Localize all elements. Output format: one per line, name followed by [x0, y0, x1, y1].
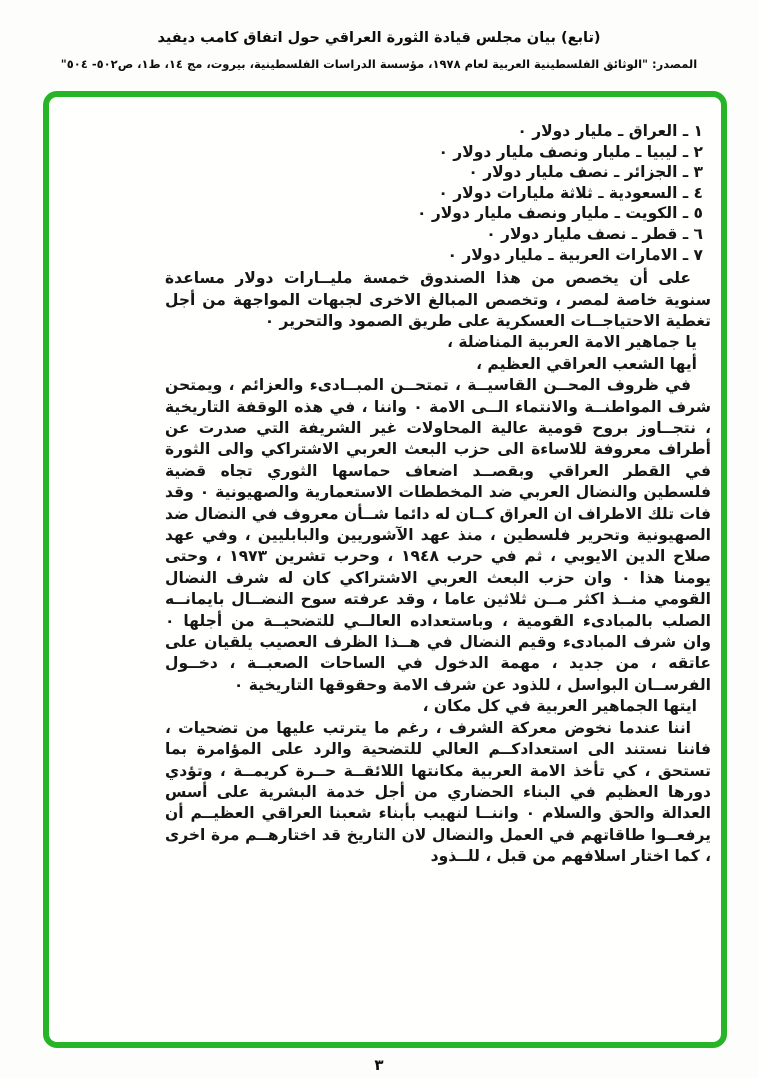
list-item-kuwait: ٥ ـ الكويت ـ مليار ونصف مليار دولار ٠: [416, 204, 703, 223]
page-title: (تابع) بيان مجلس قيادة الثورة العراقي حول اتفاق كامب ديفيد: [157, 30, 601, 46]
page-number: ٣: [374, 1056, 384, 1074]
salute-arab-masses-everywhere: ايتها الجماهير العربية في كل مكان ،: [422, 697, 697, 716]
funding-list: [165, 121, 711, 265]
salute-arab-masses: يا جماهير الامة العربية المناضلة ،: [447, 333, 697, 352]
paragraph-main: في ظروف المحــن القاسيــة ، تمتحــن المبــادىء والعزائم ، ويمتحن شرف المواطنــة والانتماء الــى الامة ٠ واننا ، في هذه الوقفة التاريخية ، نتجــاوز بروح قومية عالية المحاولات غير الشريفة التي صدرت عن أطراف معروفة للاساءة الى حزب البعث العربي الاشتراكي والى الثورة في القطر العراقي وبقصــد اضعاف حماسها الثوري تجاه قضية فلسطين والنضال العربي ضد المخططات الاستعمارية والصهيونية ٠ وقد فات تلك الاطراف ان العراق كــان له دائما شــأن معروف في النضال ضد الصهيونية وتحرير فلسطين ، منذ عهد الآشوريين والبابليين ، وفي عهد صلاح الدين الايوبي ، ثم في حرب ١٩٤٨ ، وحرب تشرين ١٩٧٣ ، وحتى يومنا هذا ٠ وان حزب البعث العربي الاشتراكي كان له شرف النضال القومي منــذ اكثر مــن ثلاثين عاما ، وقد عرفته سوح النضــال بايمانــه الصلب بالمبادىء القومية ، وباستعداده العالــي للتضحيــة من أجلها ٠ وان شرف المبادىء وقيم النضال في هــذا الظرف العصيب يلقيان على عاتقه ، من جديد ، مهمة الدخول في الساحات الصعبــة ، دخــول الفرســان البواسل ، للذود عن شرف الامة وحقوقها التاريخية ٠: [165, 376, 712, 694]
list-item-iraq: ١ ـ العراق ـ مليار دولار ٠: [517, 122, 703, 140]
paragraph-closing: اننا عندما نخوض معركة الشرف ، رغم ما يترتب عليها من تضحيات ، فاننا نستند الى استعدادكــم العالي للتضحية والرد على المؤامرة بما تستحق ، كي تأخذ الامة العربية مكانتها اللائقــة حــرة كريمــة ، وتؤدي دورها العظيم في البناء الحضاري من أجل خدمة البشرية على أسس العدالة والحق والسلام ٠ واننــا لنهيب بأبناء شعبنا العراقي العظيــم أن يرفعــوا طاقاتهم في العمل والنضال لان التاريخ قد اختارهــم مرة اخرى ، كما اختار اسلافهم من قبل ، للــذود: [165, 718, 711, 866]
paragraph-fund-allocation: على أن يخصص من هذا الصندوق خمسة مليــارات دولار مساعدة سنوية خاصة لمصر ، وتخصص المبالغ الاخرى لجبهات المواجهة من أجل تغطية الاحتياجــات العسكرية على طريق الصمود والتحرير ٠: [165, 269, 711, 330]
list-item-algeria: ٣ ـ الجزائر ـ نصف مليار دولار ٠: [468, 163, 703, 182]
list-item-qatar: ٦ ـ قطر ـ نصف مليار دولار ٠: [486, 224, 703, 243]
document-border: [43, 91, 727, 1048]
source-citation: المصدر: "الوثائق الفلسطينية العربية لعام ١٩٧٨، مؤسسة الدراسات الفلسطينية، بيروت، مج ١٤، ط١، ص٥٠٢- ٥٠٤": [60, 57, 698, 71]
list-item-uae: ٧ ـ الامارات العربية ـ مليار دولار ٠: [447, 245, 703, 264]
list-item-libya: ٢ ـ ليبيا ـ مليار ونصف مليار دولار ٠: [438, 142, 703, 161]
body-text-column: [165, 121, 711, 868]
salute-iraqi-people: أيها الشعب العراقي العظيم ،: [476, 354, 697, 373]
list-item-saudi-arabia: ٤ ـ السعودية ـ ثلاثة مليارات دولار ٠: [438, 183, 703, 202]
